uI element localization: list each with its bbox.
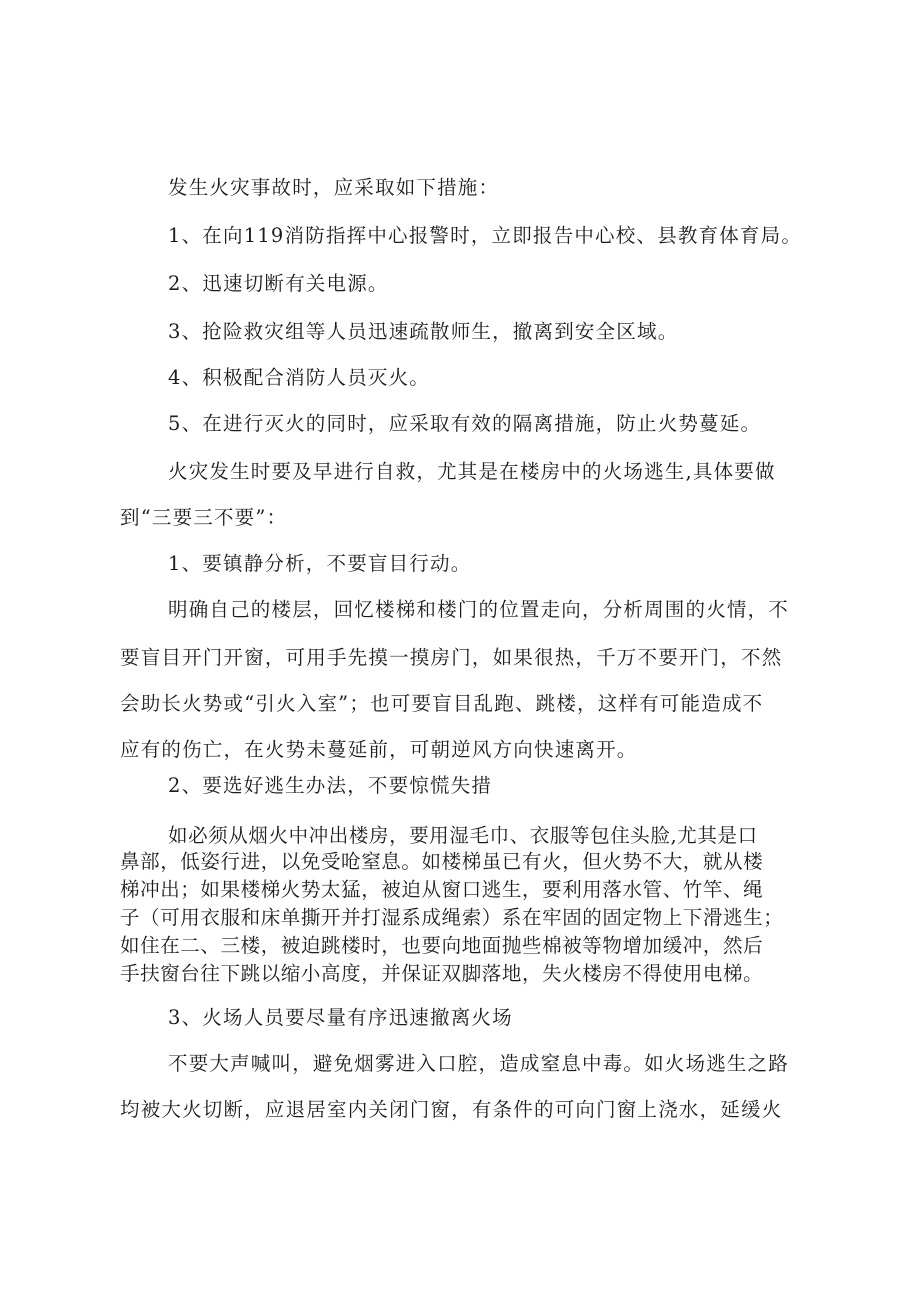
measure-item-5: 5、在进行灭火的同时，应采取有效的隔离措施，防止火势蔓延。 [168,412,762,435]
rule-1-body-line: 会助长火势或“引火入室”；也可要盲目乱跑、跳楼，这样有可能造成不 [120,692,764,715]
rule-2-body-line: 手扶窗台往下跳以缩小高度，并保证双脚落地，失火楼房不得使用电梯。 [120,962,764,985]
measure-item-1: 1、在向119消防指挥中心报警时，立即报告中心校、县教育体育局。 [168,224,803,247]
rule-2-body-line: 鼻部，低姿行进，以免受呛窒息。如楼梯虽已有火，但火势不大，就从楼 [120,850,764,873]
rule-1-body-line: 明确自己的楼层，回忆楼梯和楼门的位置走向，分析周围的火情，不 [168,598,790,621]
rule-1-title: 1、要镇静分析，不要盲目行动。 [168,552,472,575]
self-rescue-intro-line-2: 到“三要三不要”： [120,506,288,529]
intro-line: 发生火灾事故时，应采取如下措施： [168,176,500,199]
measure-item-2: 2、迅速切断有关电源。 [168,272,389,295]
rule-2-body-line: 子（可用衣服和床单撕开并打湿系成绳索）系在牢固的固定物上下滑逃生； [120,906,784,929]
rule-3-body-line: 均被大火切断，应退居室内关闭门窗，有条件的可向门窗上浇水，延缓火 [120,1098,783,1121]
rule-1-body-line: 要盲目开门开窗，可用手先摸一摸房门，如果很热，千万不要开门，不然 [120,646,783,669]
measure-item-3: 3、抢险救灾组等人员迅速疏散师生，撤离到安全区域。 [168,320,679,343]
measure-item-4: 4、积极配合消防人员灭火。 [168,366,431,389]
rule-2-title: 2、要选好逃生办法，不要惊慌失措 [168,774,493,797]
rule-2-body-line: 梯冲出；如果楼梯火势太猛，被迫从窗口逃生，要利用落水管、竹竿、绳 [120,878,764,901]
self-rescue-intro-line-1: 火灾发生时要及早进行自救，尤其是在楼房中的火场逃生,具体要做 [168,460,776,483]
rule-1-body-line: 应有的伤亡，在火势未蔓延前，可朝逆风方向快速离开。 [120,738,638,761]
rule-3-title: 3、火场人员要尽量有序迅速撤离火场 [168,1006,513,1029]
rule-3-body-line: 不要大声喊叫，避免烟雾进入口腔，造成窒息中毒。如火场逃生之路 [168,1052,790,1075]
rule-2-body-line: 如住在二、三楼，被迫跳楼时，也要向地面抛些棉被等物增加缓冲，然后 [120,934,764,957]
rule-2-body-line: 如必须从烟火中冲出楼房，要用湿毛巾、衣服等包住头脸,尤其是口 [168,824,758,847]
